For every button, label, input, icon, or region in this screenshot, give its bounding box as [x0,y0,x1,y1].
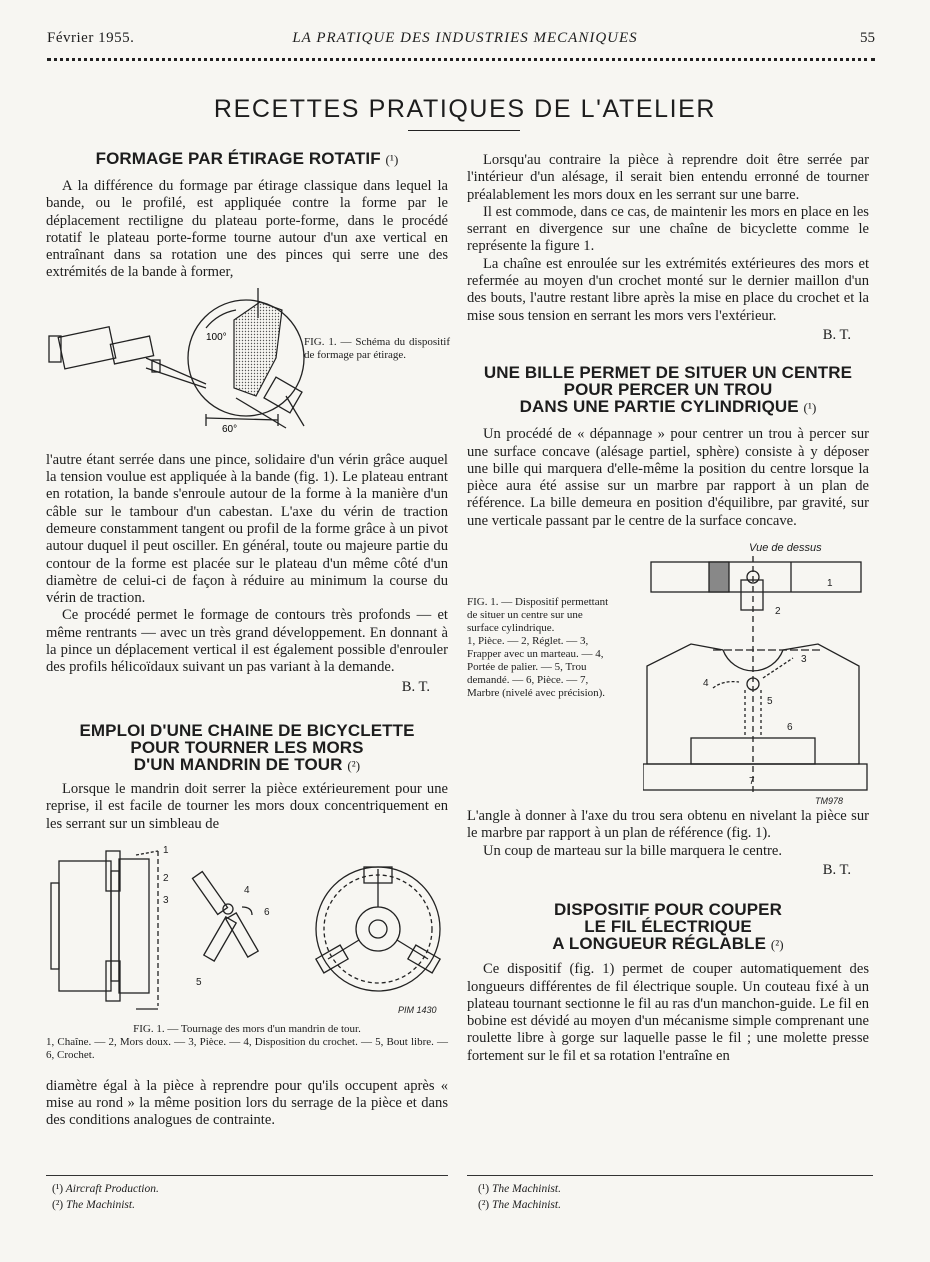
angle-label-100: 100° [206,331,227,343]
figure-bille-drawing [643,554,869,806]
label-7: 7 [749,776,755,788]
article-title-bille [467,364,869,416]
figure-top-label: Vue de dessus [749,542,822,555]
footnote-ref: (¹) [385,152,399,167]
label-6: 6 [264,906,270,918]
title-line: POUR TOURNER LES MORS [130,737,364,757]
paragraph: Lorsqu'au contraire la pièce à reprendre doit être serrée par l'intérieur d'un alésage, il serait bien entendu erronné de tourner préalablement les mors doux en les serrant sur une barre. [467,152,869,203]
page-title: RECETTES PRATIQUES DE L'ATELIER [213,95,717,123]
article-title-text: FORMAGE PAR ÉTIRAGE ROTATIF [95,149,381,168]
right-column [467,148,869,1065]
figure-caption: FIG. 1. — Tournage des mors d'un mandrin de tour. [133,1022,361,1035]
angle-label-60: 60° [222,423,238,435]
label-5: 5 [196,976,202,988]
paragraph: Ce procédé permet le formage de contours très profonds — et même rentrants — avec un très grand développement. En donnant à la pince un déplacement vertical il est également possible d'enrouler des profils hélicoïdaux suivant un pas variant à la demande. [46,607,448,676]
paragraph: La chaîne est enroulée sur les extrémités extérieures des mors et refermée au moyen d'un crochet monté sur le dernier maillon d'un des bouts, l'autre restant libre après la mise en place du crochet et la mise sous tension en serrant les mors vers l'extérieur. [467,255,869,324]
footnote-text: The Machinist. [491,1199,561,1211]
footnote [478,1197,868,1213]
paragraph: Il est commode, dans ce cas, de maintenir les mors en place en les serrant en divergence sur une chaîne de bicyclette comme le représente la figure 1. [467,203,869,255]
label-6: 6 [787,722,793,734]
title-line: D'UN MANDRIN DE TOUR [133,754,343,774]
left-column [46,148,448,1130]
title-line: POUR PERCER UN TROU [563,380,773,400]
paragraph: Un coup de marteau sur la bille marquera le centre. [483,842,783,859]
footnote [52,1197,442,1213]
paragraph: Ce dispositif (fig. 1) permet de couper automatiquement des longueurs différentes de fil électrique souple. Un couteau fixé à un plateau tournant sectionne le fil au ras d'un manchon-guide. Le fil en bobine est dévidé au moyen d'un mécanisme simple comprenant une roulette libre à gorge sur laquelle passe le fil ; une molette presse fortement sur le fil et sa rotation l'entraîne en [467,961,869,1064]
footnote [478,1181,868,1197]
paragraph: A la différence du formage par étirage classique dans lequel la bande, ou le profilé, est appliquée contre la forme par le déplacement rectiligne du plateau porte-forme, dans le procédé rotatif le plateau porte-forme tourne autour d'un axe vertical en entraînant dans sa rotation une des pinces qui serre une des extrémités de la bande à former, [46,178,448,281]
label-1: 1 [163,844,169,856]
label-5: 5 [767,696,773,708]
figure-legend: 1, Pièce. — 2, Réglet. — 3, Frapper avec un marteau. — 4, Portée de palier. — 5, Trou demandé. — 6, Pièce. — 7, Marbre (nivelé avec précision). [467,635,606,700]
footnote-mark: (¹) [478,1183,490,1195]
label-4: 4 [703,678,709,690]
figure-chaine [46,841,448,1023]
title-line: DISPOSITIF POUR COUPER [554,900,782,920]
label-2: 2 [775,606,781,618]
footnote-ref: (¹) [803,400,817,416]
footnote-rule-right [467,1175,873,1176]
paragraph: diamètre égal à la pièce à reprendre pour qu'ils occupent après « mise au rond » la même position lors du serrage de la pièce et dans des conditions analogues de contrainte. [46,1077,448,1129]
figure-bille [467,540,869,808]
label-2: 2 [163,872,169,884]
footnote-mark: (²) [478,1199,490,1211]
footnote [52,1181,442,1197]
header-journal-title: LA PRATIQUE DES INDUSTRIES MECANIQUES [292,30,638,46]
footnote-text: The Machinist. [491,1183,561,1195]
figure-legend: 1, Chaîne. — 2, Mors doux. — 3, Pièce. — 4, Disposition du crochet. — 5, Bout libre. — 6, Crochet. [46,1035,448,1061]
figure-caption: FIG. 1. — Schéma du dispositif de formage par étirage. [304,335,450,361]
title-line: LE FIL ÉLECTRIQUE [584,917,752,937]
label-1: 1 [827,578,833,590]
footnote-ref: (²) [347,757,361,773]
title-line: A LONGUEUR RÉGLABLE [552,934,767,954]
label-3: 3 [801,654,807,666]
figure-chaine-drawing [46,841,448,1023]
paragraph: Un procédé de « dépannage » pour centrer un trou à percer sur une surface concave (alésage partiel, sphère) consiste à y déposer une bille qui marquera d'elle-même la position du centre lorsque la pièce aura été assise sur un marbre par rapport à un plan de référence. La bille demeura en position d'équilibre, par gravité, sur une verticale passant par le centre de la surface concave. [467,426,869,529]
footnote-mark: (¹) [52,1183,64,1195]
signature: B. T. [822,861,851,878]
article-title-formage [46,150,448,168]
article-title-fil [467,901,869,953]
title-underline [408,130,520,131]
figure-caption: FIG. 1. — Dispositif permettant de situer un centre sur une surface cylindrique. [467,596,609,635]
figure-formage [46,288,448,448]
title-line: EMPLOI D'UNE CHAINE DE BICYCLETTE [79,720,415,740]
title-line: DANS UNE PARTIE CYLINDRIQUE [519,397,799,417]
header-page-number: 55 [860,30,875,46]
footnote-text: The Machinist. [65,1199,135,1211]
footnote-text: Aircraft Production. [65,1183,159,1195]
signature: B. T. [401,678,430,695]
footnote-mark: (²) [52,1199,64,1211]
figure-formage-drawing [46,288,448,448]
label-3: 3 [163,894,169,906]
paragraph: L'angle à donner à l'axe du trou sera obtenu en nivelant la pièce sur le marbre par rapport à un plan de référence (fig. 1). [467,808,869,842]
header-date: Février 1955. [47,30,135,46]
signature: B. T. [822,326,851,343]
label-4: 4 [244,884,250,896]
footnote-ref: (²) [770,937,784,953]
header-dotted-rule [47,58,875,61]
title-line: UNE BILLE PERMET DE SITUER UN CENTRE [483,363,853,383]
figure-ref: TM978 [815,796,844,807]
article-title-chaine [46,722,448,774]
paragraph: l'autre étant serrée dans une pince, solidaire d'un vérin grâce auquel la tension voulue est appliquée à la bande (fig. 1). Le plateau entrant en rotation, la bande s'enroule autour de la forme à la manière d'un câble sur le tambour d'un cabestan. L'axe du vérin de traction demeure constamment tangent ou profil de la forme grâce à un pivot autour duquel il peut osciller. En général, toute ou majeure partie du contour de la forme est placée sur le plateau d'un même côté d'un diamètre de celui-ci de façon à réduire au minimum la course du vérin de traction. [46,451,448,607]
footnote-rule-left [46,1175,448,1176]
footnotes-right [478,1181,868,1213]
paragraph: Lorsque le mandrin doit serrer la pièce extérieurement pour une reprise, il est facile de tourner les mors doux concentriquement en les serrant sur un simbleau de [46,780,448,832]
footnotes-left [52,1181,442,1213]
figure-ref: PIM 1430 [398,1004,437,1015]
